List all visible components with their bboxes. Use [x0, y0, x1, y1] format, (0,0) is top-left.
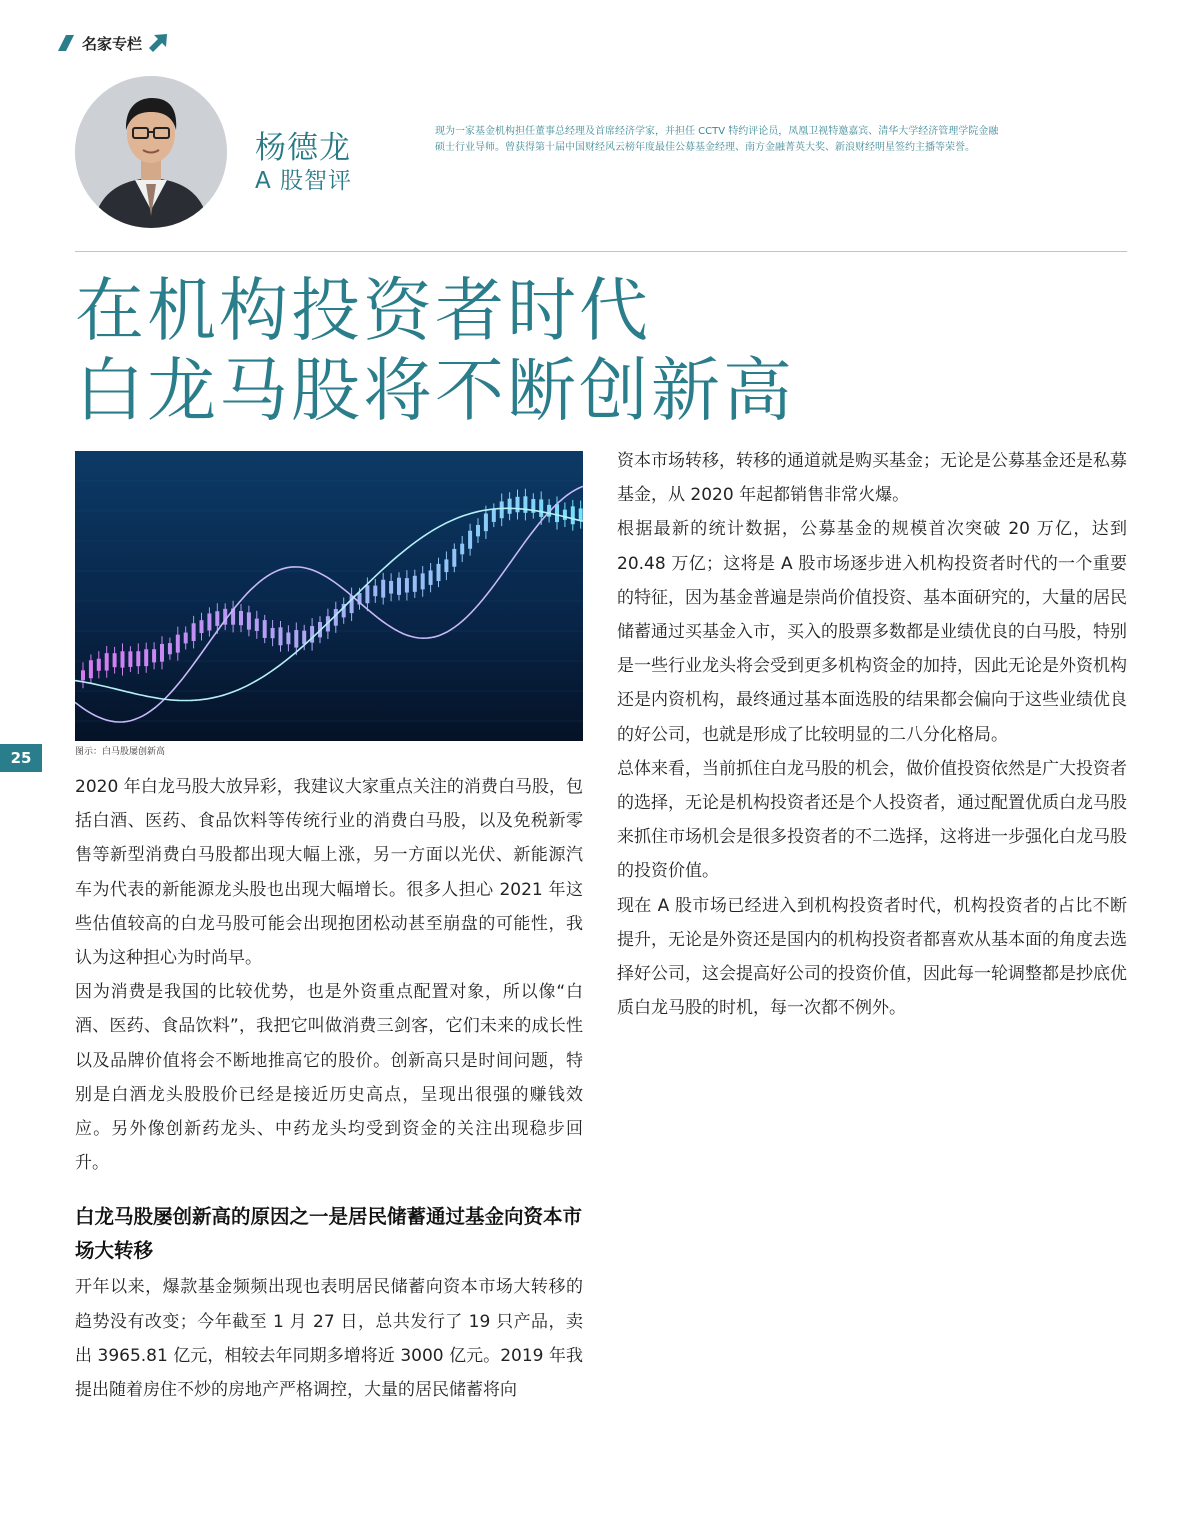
candle-body	[468, 531, 472, 549]
candle-body	[160, 644, 164, 662]
candle-body	[460, 544, 464, 555]
stock-chart-image	[75, 451, 583, 741]
candle-body	[405, 578, 409, 592]
candle-body	[89, 660, 93, 678]
candle-body	[302, 631, 306, 645]
candle-body	[381, 580, 385, 598]
candle-body	[105, 653, 109, 670]
candle-body	[492, 509, 496, 522]
candle-body	[121, 651, 125, 667]
candle-body	[263, 620, 267, 638]
candle-body	[373, 586, 377, 597]
header-divider	[75, 251, 1127, 252]
candle-body	[144, 649, 148, 666]
arrow-up-right-icon	[148, 33, 168, 53]
author-avatar	[75, 76, 227, 228]
author-column-title: A 股智评	[255, 168, 353, 194]
candle-body	[484, 514, 488, 532]
candle-body	[286, 633, 290, 645]
candle-body	[168, 643, 172, 654]
candle-body	[389, 581, 393, 594]
candle-body	[97, 659, 101, 671]
candle-body	[444, 559, 448, 572]
author-portrait-image	[75, 76, 227, 228]
paragraph: 总体来看，当前抓住白龙马股的机会，做价值投资依然是广大投资者的选择，无论是机构投资者还是个人投资者，通过配置优质白龙马股来抓住市场机会是很多投资者的不二选择，这将进一步强化白龙马股的投资价值。	[617, 758, 1127, 882]
candle-body	[255, 619, 259, 631]
candle-body	[207, 613, 211, 630]
candle-body	[136, 651, 140, 666]
candle-body	[365, 585, 369, 603]
candle-body	[523, 496, 527, 513]
candle-body	[176, 635, 180, 653]
page-number: 25	[0, 744, 42, 772]
candle-body	[215, 611, 219, 626]
paragraph: 开年以来，爆款基金频频出现也表明居民储蓄向资本市场大转移的趋势没有改变；今年截至 1 月 27 日，总共发行了 19 只产品，卖出 3965.81 亿元，相较去年同期多增将近 3000 亿元。2019 年我提出随着房住不炒的房地产严格调控，大量的居民储蓄将向	[75, 1277, 583, 1401]
candle-body	[563, 510, 567, 520]
headline-line-2: 白龙马股将不断创新高	[75, 351, 795, 431]
figure-caption: 图示：白马股屡创新高	[75, 747, 166, 757]
candle-body	[539, 499, 543, 516]
article-left-column	[75, 770, 583, 1407]
candle-body	[571, 506, 575, 524]
paragraph: 根据最新的统计数据，公募基金的规模首次突破 20 万亿，达到 20.48 万亿；这将是 A 股市场逐步进入机构投资者时代的一个重要的特征，因为基金普遍是崇尚价值投资、基本面研究的，大量的居民储蓄通过买基金入市，买入的股票多数都是业绩优良的白马股，特别是一些行业龙头将会受到更多机构资金的加持，因此无论是外资机构还是内资机构，最终通过基本面选股的结果都会偏向于这些业绩优良的好公司，也就是形成了比较明显的二八分化格局。	[617, 519, 1127, 745]
candle-body	[429, 570, 433, 585]
candle-body	[555, 504, 559, 522]
candle-body	[437, 564, 441, 581]
article-right-column	[617, 444, 1127, 1025]
author-name: 杨德龙	[255, 130, 351, 166]
candle-body	[294, 630, 298, 648]
candle-body	[152, 649, 156, 662]
headline-line-1: 在机构投资者时代	[75, 271, 651, 351]
candle-body	[113, 653, 117, 667]
candle-body	[271, 628, 275, 638]
candle-body	[128, 651, 132, 667]
candle-body	[184, 633, 188, 644]
candle-body	[516, 497, 520, 512]
candle-body	[476, 525, 480, 536]
paragraph: 因为消费是我国的比较优势，也是外资重点配置对象，所以像“白酒、医药、食品饮料”，我把它叫做消费三剑客，它们未来的成长性以及品牌价值将会不断地推高它的股价。创新高只是时间问题，特别是白酒龙头股股价已经是接近历史高点，呈现出很强的赚钱效应。另外像创新药龙头、中药龙头均受到资金的关注出现稳步回升。	[75, 982, 583, 1174]
article-subheading: 白龙马股屡创新高的原因之一是居民储蓄通过基金向资本市场大转移	[75, 1205, 583, 1263]
candle-body	[192, 623, 196, 641]
paragraph: 资本市场转移，转移的通道就是购买基金；无论是公募基金还是私募基金，从 2020 年起都销售非常火爆。	[617, 451, 1127, 506]
section-title: 名家专栏	[82, 34, 143, 53]
candle-body	[421, 573, 425, 589]
candle-body	[279, 627, 283, 645]
candle-body	[247, 612, 251, 629]
candlestick-illustration	[75, 451, 583, 741]
candle-body	[239, 611, 243, 625]
paragraph: 现在 A 股市场已经进入到机构投资者时代，机构投资者的占比不断提升，无论是外资还是国内的机构投资者都喜欢从基本面的角度去选择好公司，这会提高好公司的投资价值，因此每一轮调整都是抄底优质白龙马股的时机，每一次都不例外。	[617, 895, 1127, 1019]
candle-body	[200, 620, 204, 633]
slash-icon	[58, 34, 74, 52]
candle-body	[452, 549, 456, 567]
candle-body	[413, 576, 417, 592]
candle-body	[81, 670, 85, 680]
author-bio: 现为一家基金机构担任董事总经理及首席经济学家，并担任 CCTV 特约评论员，凤凰卫视特邀嘉宾、清华大学经济管理学院金融硕士行业导师。曾获得第十届中国财经风云榜年度最佳公募基金经理、南方金融菁英大奖、新浪财经明星签约主播等荣誉。	[435, 126, 999, 153]
candle-body	[508, 499, 512, 514]
candle-body	[579, 508, 583, 520]
candle-body	[397, 578, 401, 595]
section-tag	[58, 32, 168, 54]
paragraph: 2020 年白龙马股大放异彩，我建议大家重点关注的消费白马股，包括白酒、医药、食品饮料等传统行业的消费白马股，以及免税新零售等新型消费白马股都出现大幅上涨，另一方面以光伏、新能源汽车为代表的新能源龙头股也出现大幅增长。很多人担心 2021 年这些估值较高的白龙马股可能会出现抱团松动甚至崩盘的可能性，我认为这种担心为时尚早。	[75, 777, 583, 969]
candle-body	[500, 501, 504, 518]
article-headline	[75, 271, 795, 431]
